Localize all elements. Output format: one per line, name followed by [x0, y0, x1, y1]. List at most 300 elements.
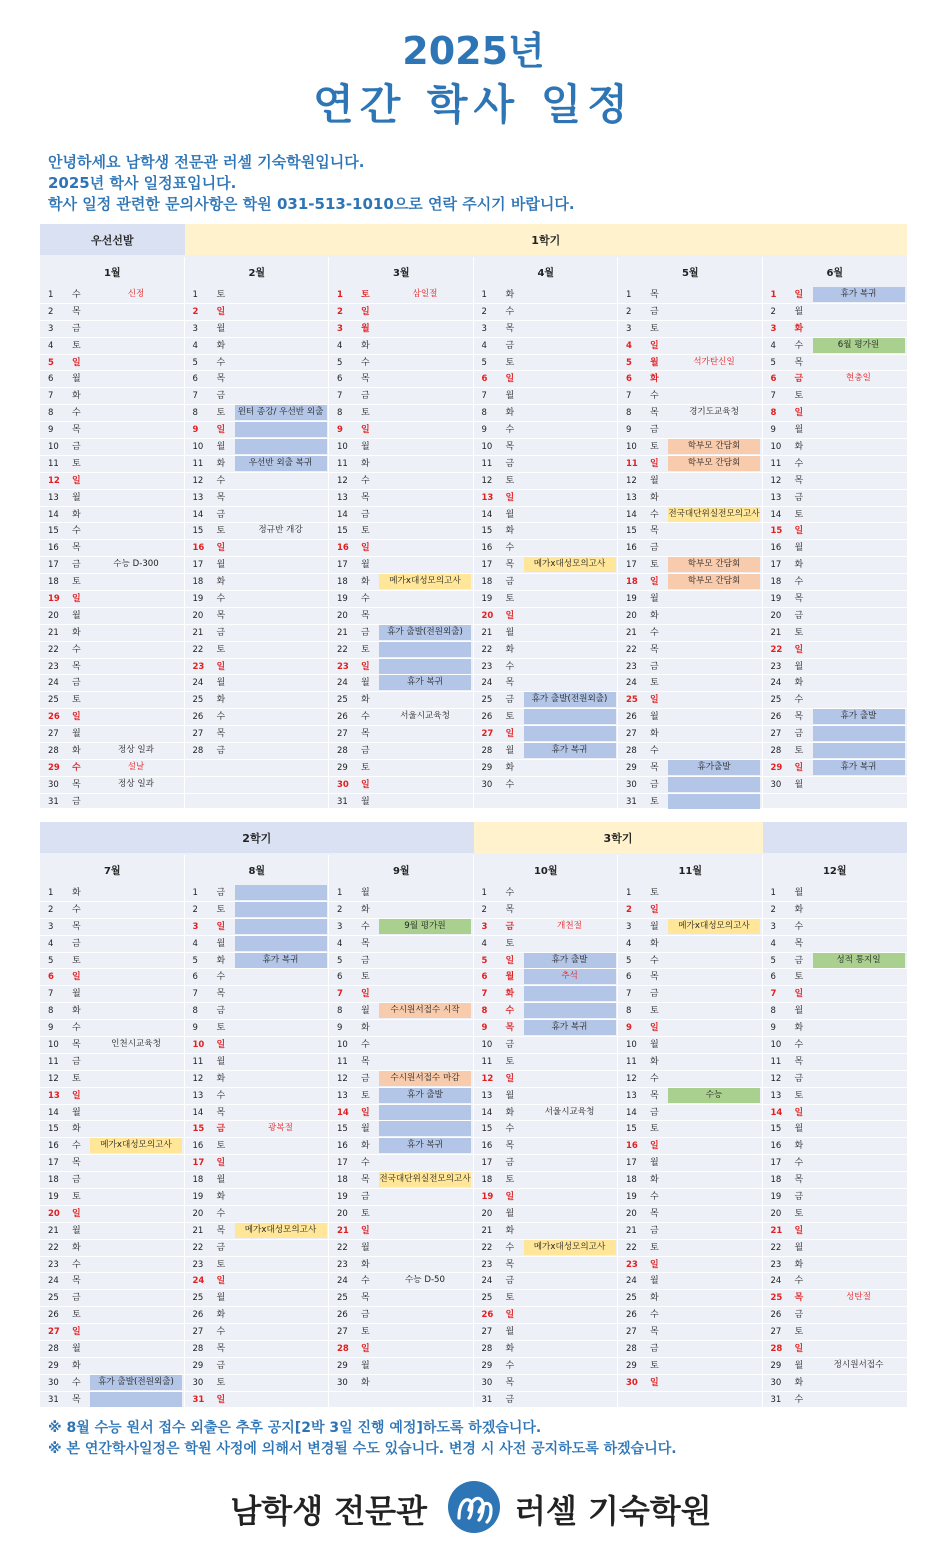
schedule-event: 메가x대성모의고사: [90, 1138, 182, 1153]
day-number: 12: [770, 1073, 782, 1084]
weekday-label: 월: [361, 1124, 370, 1135]
day-row: [474, 321, 619, 338]
month-header: 9월: [392, 865, 410, 877]
day-number: 22: [481, 1242, 493, 1253]
day-row: [329, 1071, 474, 1088]
day-number: 20: [192, 610, 204, 621]
day-number: 6: [192, 972, 198, 983]
day-number: 24: [481, 1276, 493, 1287]
day-number: 6: [192, 374, 198, 385]
day-number: 22: [626, 644, 637, 655]
day-number: 11: [48, 458, 59, 469]
day-row: [40, 473, 185, 490]
weekday-label: 목: [650, 408, 659, 419]
month-header: 6월: [826, 267, 844, 279]
day-number: 12: [626, 1073, 637, 1084]
day-number: 16: [626, 543, 637, 554]
day-row: [185, 490, 330, 507]
day-row: [474, 1273, 619, 1290]
weekday-label: 월: [216, 938, 226, 949]
day-number: 25: [337, 695, 348, 706]
column-divider: [762, 855, 763, 1407]
day-number: 2: [337, 306, 343, 317]
day-row: [185, 675, 330, 692]
semester-header: 1학기: [185, 224, 908, 255]
weekday-label: 토: [72, 1310, 81, 1321]
day-row: [40, 760, 185, 777]
day-number: 8: [192, 408, 198, 419]
day-number: 29: [481, 1360, 493, 1371]
day-number: 4: [770, 938, 776, 949]
schedule-event: 수능 D-300: [113, 559, 159, 570]
day-row: [474, 338, 619, 355]
day-number: 30: [192, 1377, 204, 1388]
day-number: 12: [337, 475, 348, 486]
weekday-label: 수: [505, 1006, 515, 1017]
day-row: [40, 953, 185, 970]
day-row: [40, 557, 185, 574]
schedule-event: [235, 439, 327, 454]
day-row: [40, 1257, 185, 1274]
weekday-label: 수: [216, 475, 226, 486]
day-row: [40, 507, 185, 524]
day-number: 17: [192, 560, 204, 571]
day-row: [40, 1054, 185, 1071]
weekday-label: 금: [650, 661, 659, 672]
weekday-label: 토: [361, 1090, 370, 1101]
day-row: [40, 986, 185, 1003]
day-number: 6: [337, 374, 343, 385]
day-row: [474, 1206, 619, 1223]
day-row: [329, 760, 474, 777]
day-number: 22: [337, 1242, 348, 1253]
day-number: 8: [337, 408, 343, 419]
schedule-event: 학부모 간담회: [668, 456, 760, 471]
weekday-label: 일: [72, 1327, 81, 1338]
day-row: [329, 1020, 474, 1037]
weekday-label: 월: [505, 627, 515, 638]
day-number: 23: [770, 1259, 782, 1270]
weekday-label: 금: [794, 955, 804, 966]
month-header: 2월: [248, 267, 266, 279]
day-row: [185, 1121, 330, 1138]
day-row: [185, 405, 330, 422]
day-row: [329, 969, 474, 986]
day-row: [618, 1240, 763, 1257]
day-number: 23: [192, 661, 205, 672]
day-number: 13: [626, 1090, 637, 1101]
schedule-event: 정상 일과: [118, 778, 154, 789]
weekday-label: 일: [505, 1310, 515, 1321]
day-row: [40, 540, 185, 557]
weekday-label: 토: [794, 1090, 804, 1101]
schedule-event: 수능: [668, 1088, 760, 1103]
day-row: [474, 1088, 619, 1105]
day-row: [763, 794, 908, 811]
day-number: 11: [48, 1056, 59, 1067]
day-row: [40, 355, 185, 372]
schedule-event: [235, 902, 327, 917]
weekday-label: 목: [361, 1175, 370, 1186]
day-row: [329, 355, 474, 372]
day-row: [40, 456, 185, 473]
day-row: [329, 1257, 474, 1274]
intro-text: [48, 152, 575, 215]
day-number: 17: [626, 560, 637, 571]
day-number: 19: [337, 594, 348, 605]
day-number: 29: [337, 762, 348, 773]
weekday-label: 목: [216, 492, 226, 503]
day-number: 14: [626, 509, 637, 520]
weekday-label: 수: [216, 1208, 226, 1219]
day-number: 19: [337, 1192, 348, 1203]
day-row: [185, 726, 330, 743]
day-row: [185, 1088, 330, 1105]
day-number: 4: [481, 340, 487, 351]
weekday-label: 토: [650, 1360, 659, 1371]
day-row: [474, 557, 619, 574]
weekday-label: 수: [216, 357, 226, 368]
weekday-label: 화: [361, 904, 370, 915]
calendar-first-half: [40, 224, 907, 808]
weekday-label: 목: [794, 1293, 804, 1304]
day-row: [474, 490, 619, 507]
weekday-label: 금: [216, 1242, 226, 1253]
weekday-label: 월: [650, 921, 659, 932]
day-number: 1: [192, 290, 198, 300]
day-number: 8: [337, 1006, 343, 1017]
weekday-label: 수: [505, 661, 515, 672]
weekday-label: 일: [216, 1394, 226, 1405]
day-row: [474, 1189, 619, 1206]
day-number: 21: [770, 1225, 783, 1236]
weekday-label: 화: [505, 408, 515, 419]
footer-note-2: ※ 본 연간학사일정은 학원 사정에 의해서 변경될 수도 있습니다. 변경 시 사전 공지하도록 하겠습니다.: [48, 1441, 677, 1457]
day-row: [763, 540, 908, 557]
day-row: [40, 1121, 185, 1138]
day-row: [618, 743, 763, 760]
weekday-label: 월: [794, 425, 804, 436]
weekday-label: 토: [216, 1377, 226, 1388]
month-column: [763, 885, 908, 1409]
weekday-label: 월: [72, 610, 81, 621]
day-row: [474, 659, 619, 676]
day-row: [185, 473, 330, 490]
day-row: [763, 304, 908, 321]
month-header: 8월: [248, 865, 266, 877]
day-row: [185, 885, 330, 902]
day-number: 1: [770, 290, 777, 300]
day-row: [185, 794, 330, 811]
weekday-label: 토: [72, 695, 81, 706]
day-row: [474, 777, 619, 794]
schedule-event: 휴가 출발(전원외출): [524, 692, 616, 707]
day-row: [40, 726, 185, 743]
weekday-label: 목: [505, 1023, 515, 1034]
schedule-event: 수시원서접수 시작: [379, 1003, 471, 1018]
day-row: [185, 1155, 330, 1172]
day-number: 14: [192, 509, 204, 520]
weekday-label: 월: [72, 989, 81, 1000]
schedule-event: 휴가 복귀: [379, 1138, 471, 1153]
day-number: 5: [337, 357, 343, 368]
day-number: 24: [626, 1276, 637, 1287]
semester-header: [763, 822, 908, 853]
weekday-label: 토: [361, 526, 370, 537]
weekday-label: 일: [72, 357, 81, 368]
weekday-label: 월: [794, 306, 804, 317]
day-number: 21: [192, 627, 204, 638]
weekday-label: 월: [361, 1006, 370, 1017]
day-row: [185, 591, 330, 608]
weekday-label: 월: [216, 560, 226, 571]
weekday-label: 일: [361, 1344, 370, 1355]
weekday-label: 목: [216, 729, 226, 740]
schedule-event: 삼일절: [412, 289, 438, 299]
weekday-label: 수: [72, 290, 81, 300]
day-row: [329, 919, 474, 936]
weekday-label: 화: [794, 1377, 804, 1388]
day-number: 2: [770, 904, 776, 915]
weekday-label: 토: [216, 1259, 226, 1270]
weekday-label: 일: [216, 306, 226, 317]
day-row: [618, 1037, 763, 1054]
day-number: 18: [481, 1175, 493, 1186]
weekday-label: 화: [650, 729, 659, 740]
weekday-label: 목: [505, 442, 515, 453]
day-row: [474, 1392, 619, 1409]
schedule-event: 메가x대성모의고사: [235, 1223, 327, 1238]
day-number: 22: [48, 644, 59, 655]
day-number: 8: [770, 408, 777, 419]
day-number: 25: [770, 1293, 783, 1304]
day-row: [185, 625, 330, 642]
day-number: 19: [192, 1192, 204, 1203]
day-row: [185, 1071, 330, 1088]
weekday-label: 일: [794, 989, 804, 1000]
day-number: 9: [770, 1023, 776, 1034]
month-column: [40, 885, 185, 1409]
weekday-label: 토: [72, 577, 81, 588]
day-number: 6: [48, 972, 54, 983]
day-number: 7: [770, 989, 777, 1000]
schedule-event: 학부모 간담회: [668, 574, 760, 589]
logo-text-left: 남학생 전문관: [230, 1492, 427, 1530]
day-row: [763, 777, 908, 794]
weekday-label: 토: [650, 442, 659, 453]
weekday-label: 수: [216, 1327, 226, 1338]
weekday-label: 금: [216, 746, 226, 757]
day-row: [329, 1206, 474, 1223]
day-number: 28: [626, 1344, 637, 1355]
weekday-label: 목: [216, 1107, 226, 1118]
weekday-label: 금: [72, 938, 81, 949]
day-row: [474, 1054, 619, 1071]
day-row: [474, 1037, 619, 1054]
schedule-event: 서울시교육청: [544, 1106, 595, 1117]
day-number: 18: [626, 1175, 637, 1186]
column-divider: [184, 257, 185, 809]
day-number: 9: [770, 425, 776, 436]
day-row: [618, 304, 763, 321]
weekday-label: 금: [505, 695, 515, 706]
day-number: 28: [770, 746, 782, 757]
day-row: [618, 1155, 763, 1172]
day-row: [763, 1020, 908, 1037]
day-number: 27: [626, 1327, 637, 1338]
day-number: 30: [337, 779, 349, 790]
weekday-label: 화: [505, 526, 515, 537]
day-row: [618, 794, 763, 811]
weekday-label: 화: [216, 1310, 226, 1321]
day-row: [185, 557, 330, 574]
day-row: [185, 1392, 330, 1409]
day-number: 13: [48, 1090, 60, 1101]
day-row: [185, 1290, 330, 1307]
weekday-label: 수: [794, 458, 804, 469]
day-row: [40, 969, 185, 986]
schedule-event: 신정: [127, 289, 145, 299]
day-row: [329, 388, 474, 405]
day-row: [763, 1121, 908, 1138]
day-number: 18: [770, 577, 782, 588]
weekday-label: 금: [72, 1293, 81, 1304]
weekday-label: 일: [650, 577, 659, 588]
schedule-event: 휴가 출발: [813, 709, 905, 724]
weekday-label: 토: [794, 1327, 804, 1338]
day-row: [329, 902, 474, 919]
day-number: 3: [626, 921, 632, 932]
day-number: 4: [626, 938, 632, 949]
weekday-label: 일: [361, 1225, 370, 1236]
day-row: [763, 574, 908, 591]
weekday-label: 일: [72, 1208, 81, 1219]
day-number: 20: [481, 1208, 493, 1219]
day-row: [40, 794, 185, 811]
weekday-label: 일: [650, 1259, 659, 1270]
day-row: [474, 456, 619, 473]
day-row: [474, 1121, 619, 1138]
day-row: [40, 1138, 185, 1155]
weekday-label: 일: [794, 762, 804, 773]
day-number: 13: [192, 1090, 204, 1101]
day-number: 28: [48, 746, 59, 757]
day-number: 18: [192, 1175, 204, 1186]
day-row: [329, 625, 474, 642]
weekday-label: 일: [650, 904, 659, 915]
day-row: [40, 743, 185, 760]
weekday-label: 일: [216, 543, 226, 554]
weekday-label: 토: [650, 678, 659, 689]
day-number: 21: [337, 627, 348, 638]
day-row: [185, 1375, 330, 1392]
weekday-label: 월: [505, 1208, 515, 1219]
schedule-event: 휴가 복귀: [379, 675, 471, 690]
day-number: 7: [192, 391, 198, 402]
day-row: [40, 692, 185, 709]
weekday-label: 목: [505, 560, 515, 571]
day-number: 28: [626, 746, 637, 757]
day-number: 29: [626, 762, 637, 773]
day-row: [40, 490, 185, 507]
day-number: 29: [770, 762, 783, 773]
weekday-label: 월: [361, 678, 370, 689]
day-row: [329, 1290, 474, 1307]
day-number: 17: [770, 560, 782, 571]
day-row: [329, 321, 474, 338]
weekday-label: 수: [72, 904, 81, 915]
day-row: [618, 338, 763, 355]
weekday-label: 월: [361, 442, 370, 453]
day-number: 22: [626, 1242, 637, 1253]
weekday-label: 화: [361, 458, 370, 469]
weekday-label: 화: [505, 1225, 515, 1236]
day-number: 18: [48, 577, 59, 588]
day-row: [185, 1257, 330, 1274]
day-number: 22: [770, 644, 783, 655]
day-number: 16: [626, 1141, 638, 1152]
schedule-event: 휴가 출발(전원외출): [379, 625, 471, 640]
day-number: 18: [48, 1175, 59, 1186]
weekday-label: 화: [72, 1124, 81, 1135]
weekday-label: 목: [794, 475, 804, 486]
day-row: [618, 1206, 763, 1223]
day-number: 15: [626, 1124, 637, 1135]
day-row: [763, 1071, 908, 1088]
day-row: [763, 1105, 908, 1122]
day-number: 5: [770, 357, 776, 368]
schedule-event: 메가x대성모의고사: [668, 919, 760, 934]
day-number: 11: [481, 458, 493, 469]
calendar-second-half: [40, 822, 907, 1407]
weekday-label: 토: [216, 408, 226, 419]
day-row: [329, 1392, 474, 1409]
day-row: [185, 1223, 330, 1240]
weekday-label: 수: [650, 1310, 659, 1321]
weekday-label: 월: [216, 442, 226, 453]
weekday-label: 토: [72, 340, 81, 351]
day-row: [763, 919, 908, 936]
weekday-label: 월: [794, 1360, 804, 1371]
weekday-label: 일: [72, 1090, 81, 1101]
day-number: 15: [337, 1124, 348, 1135]
weekday-label: 화: [361, 577, 370, 588]
day-number: 8: [770, 1006, 776, 1017]
day-row: [40, 1341, 185, 1358]
month-header: 11월: [678, 865, 703, 877]
day-row: [618, 969, 763, 986]
day-number: 11: [481, 1056, 493, 1067]
day-row: [618, 1392, 763, 1409]
day-number: 5: [481, 357, 487, 368]
day-row: [618, 1088, 763, 1105]
weekday-label: 수: [361, 1158, 370, 1169]
weekday-label: 화: [650, 492, 659, 503]
weekday-label: 일: [361, 1107, 370, 1118]
weekday-label: 수: [361, 357, 370, 368]
weekday-label: 목: [794, 1056, 804, 1067]
weekday-label: 월: [361, 1242, 370, 1253]
weekday-label: 수: [650, 746, 659, 757]
day-row: [618, 1121, 763, 1138]
day-row: [40, 777, 185, 794]
day-row: [329, 507, 474, 524]
day-row: [185, 642, 330, 659]
day-number: 17: [192, 1158, 205, 1169]
day-number: 20: [337, 1208, 348, 1219]
weekday-label: 월: [72, 1344, 81, 1355]
day-row: [474, 1307, 619, 1324]
